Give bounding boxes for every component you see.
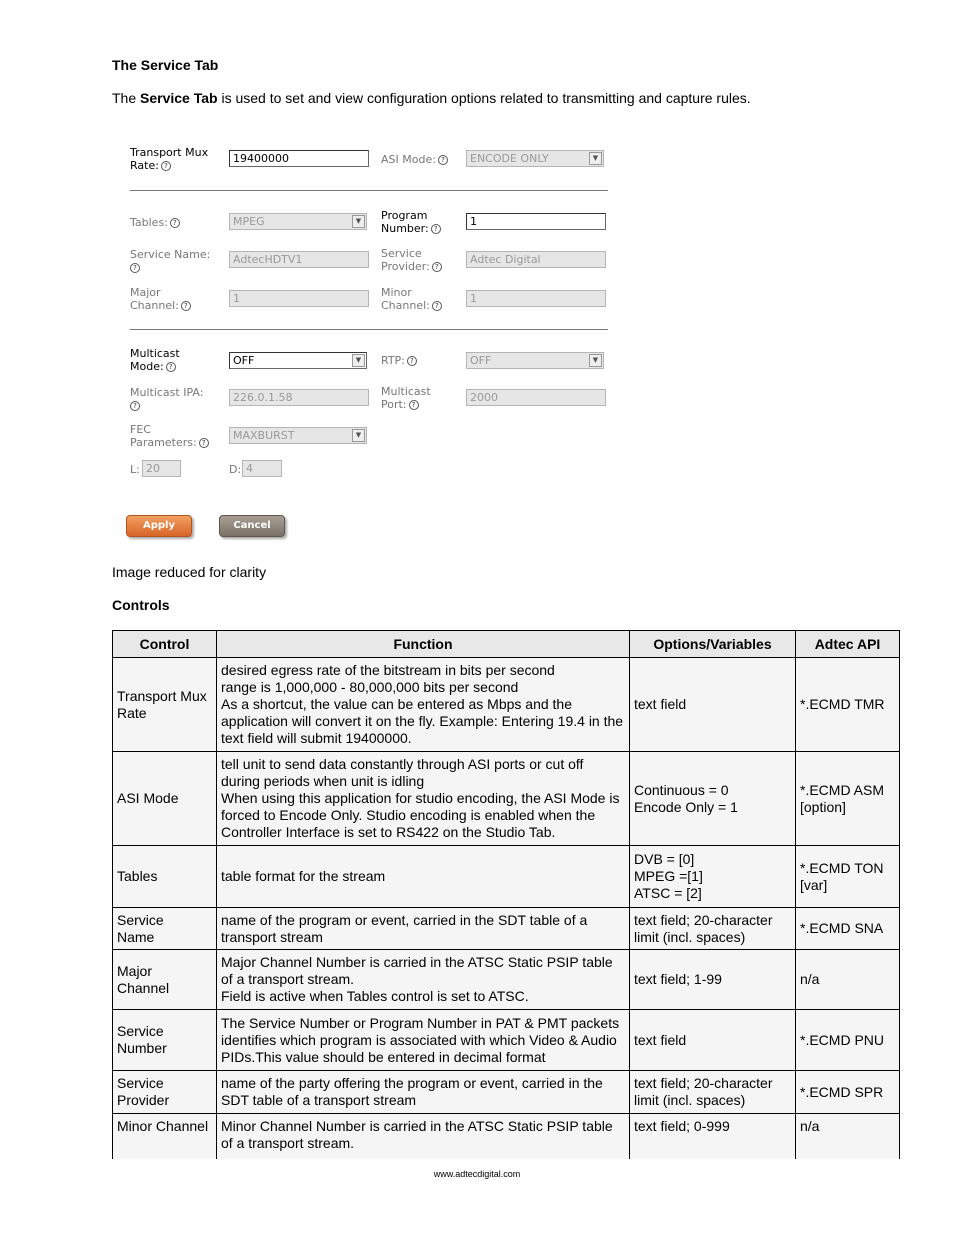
chevron-down-icon: ▼ bbox=[352, 429, 365, 442]
service-tab-form bbox=[128, 140, 608, 545]
column-header: Options/Variables bbox=[630, 631, 796, 658]
table-cell-function: name of the program or event, carried in the SDT table of a transport stream bbox=[217, 908, 630, 950]
d-label: D: bbox=[229, 463, 242, 476]
table-cell-options: text field bbox=[630, 1010, 796, 1071]
help-icon[interactable]: ? bbox=[130, 263, 140, 273]
help-icon[interactable]: ? bbox=[431, 224, 441, 234]
table-cell-control: Major Channel bbox=[113, 950, 217, 1010]
table-row bbox=[113, 1114, 900, 1162]
table-cell-api: *.ECMD SNA bbox=[796, 908, 900, 950]
table-cell-options: text field bbox=[630, 658, 796, 752]
table-cell-control: Transport Mux Rate bbox=[113, 658, 217, 752]
table-header-row bbox=[113, 631, 900, 658]
table-cell-control: Service Number bbox=[113, 1010, 217, 1071]
table-cell-api: *.ECMD TMR bbox=[796, 658, 900, 752]
service-name-label: Service Name: ? bbox=[130, 248, 211, 272]
table-cell-api: n/a bbox=[796, 950, 900, 1010]
chevron-down-icon: ▼ bbox=[589, 354, 602, 367]
rtp-label: RTP: ? bbox=[381, 354, 417, 367]
table-cell-options: text field; 20-character limit (incl. spaces) bbox=[630, 908, 796, 950]
footer-url: www.adtecdigital.com bbox=[433, 1169, 521, 1179]
help-icon[interactable]: ? bbox=[409, 400, 419, 410]
help-icon[interactable]: ? bbox=[432, 262, 442, 272]
table-row bbox=[113, 846, 900, 908]
table-cell-control: ASI Mode bbox=[113, 752, 217, 846]
apply-button[interactable]: Apply bbox=[126, 515, 192, 537]
help-icon[interactable]: ? bbox=[432, 301, 442, 311]
table-row bbox=[113, 752, 900, 846]
table-cell-control: Service Provider bbox=[113, 1071, 217, 1114]
multicast-ipa-label: Multicast IPA: ? bbox=[130, 386, 204, 410]
divider bbox=[130, 190, 608, 191]
table-cell-function: desired egress rate of the bitstream in bits per second range is 1,000,000 - 80,000,000 bits per second As a shortcut, the value can be entered as Mbps and the application will convert it on the fly. Example: Entering 19.4 in the text field will submit 19400000. bbox=[217, 658, 630, 752]
chevron-down-icon: ▼ bbox=[589, 152, 602, 165]
help-icon[interactable]: ? bbox=[161, 161, 171, 171]
table-cell-api: *.ECMD PNU bbox=[796, 1010, 900, 1071]
controls-heading: Controls bbox=[112, 597, 170, 613]
intro-paragraph: The Service Tab is used to set and view configuration options related to transmitting and capture rules. bbox=[112, 90, 751, 106]
table-cell-api: n/a bbox=[796, 1114, 900, 1162]
table-cell-control: Tables bbox=[113, 846, 217, 908]
table-cell-api: *.ECMD TON [var] bbox=[796, 846, 900, 908]
chevron-down-icon: ▼ bbox=[352, 215, 365, 228]
controls-table bbox=[112, 630, 900, 1162]
table-cell-options: Continuous = 0 Encode Only = 1 bbox=[630, 752, 796, 846]
multicast-ipa-input[interactable]: 226.0.1.58 bbox=[229, 389, 369, 406]
service-name-input[interactable]: AdtecHDTV1 bbox=[229, 251, 369, 268]
transport-mux-rate-input[interactable]: 19400000 bbox=[229, 150, 369, 167]
table-cell-api: *.ECMD ASM [option] bbox=[796, 752, 900, 846]
major-channel-input[interactable]: 1 bbox=[229, 290, 369, 307]
table-cell-control: Service Name bbox=[113, 908, 217, 950]
multicast-port-label: Multicast Port: ? bbox=[381, 385, 431, 411]
table-cell-options: DVB = [0] MPEG =[1] ATSC = [2] bbox=[630, 846, 796, 908]
divider bbox=[130, 329, 608, 330]
tables-select[interactable]: MPEG ▼ bbox=[229, 213, 367, 230]
help-icon[interactable]: ? bbox=[199, 438, 209, 448]
help-icon[interactable]: ? bbox=[170, 218, 180, 228]
program-number-label: Program Number: ? bbox=[381, 209, 441, 235]
column-header: Adtec API bbox=[796, 631, 900, 658]
program-number-input[interactable]: 1 bbox=[466, 213, 606, 230]
service-provider-input[interactable]: Adtec Digital bbox=[466, 251, 606, 268]
transport-mux-rate-label: Transport Mux Rate: ? bbox=[130, 146, 209, 172]
multicast-mode-select[interactable]: OFF ▼ bbox=[229, 352, 367, 369]
table-cell-options: text field; 1-99 bbox=[630, 950, 796, 1010]
multicast-mode-label: Multicast Mode: ? bbox=[130, 347, 180, 373]
l-input[interactable]: 20 bbox=[142, 460, 181, 477]
table-cell-api: *.ECMD SPR bbox=[796, 1071, 900, 1114]
table-cell-function: table format for the stream bbox=[217, 846, 630, 908]
table-cell-options: text field; 20-character limit (incl. spaces) bbox=[630, 1071, 796, 1114]
table-row bbox=[113, 1071, 900, 1114]
table-row bbox=[113, 1010, 900, 1071]
tables-label: Tables: ? bbox=[130, 216, 180, 229]
help-icon[interactable]: ? bbox=[407, 356, 417, 366]
l-label: L: bbox=[130, 463, 140, 476]
help-icon[interactable]: ? bbox=[438, 155, 448, 165]
chevron-down-icon: ▼ bbox=[352, 354, 365, 367]
help-icon[interactable]: ? bbox=[166, 362, 176, 372]
table-cell-function: Minor Channel Number is carried in the ATSC Static PSIP table of a transport stream. bbox=[217, 1114, 630, 1162]
table-cell-function: The Service Number or Program Number in PAT & PMT packets identifies which program is associated with which Video & Audio PIDs.This value should be entered in decimal format bbox=[217, 1010, 630, 1071]
cancel-button[interactable]: Cancel bbox=[219, 515, 285, 537]
d-input[interactable]: 4 bbox=[242, 460, 282, 477]
minor-channel-input[interactable]: 1 bbox=[466, 290, 606, 307]
multicast-port-input[interactable]: 2000 bbox=[466, 389, 606, 406]
fec-parameters-select[interactable]: MAXBURST ▼ bbox=[229, 427, 367, 444]
table-row bbox=[113, 658, 900, 752]
rtp-select[interactable]: OFF ▼ bbox=[466, 352, 604, 369]
table-cell-function: Major Channel Number is carried in the ATSC Static PSIP table of a transport stream. Field is active when Tables control is set to ATSC. bbox=[217, 950, 630, 1010]
column-header: Control bbox=[113, 631, 217, 658]
table-cell-control: Minor Channel bbox=[113, 1114, 217, 1162]
table-row bbox=[113, 908, 900, 950]
column-header: Function bbox=[217, 631, 630, 658]
table-cell-options: text field; 0-999 bbox=[630, 1114, 796, 1162]
table-cell-function: name of the party offering the program or event, carried in the SDT table of a transport stream bbox=[217, 1071, 630, 1114]
major-channel-label: Major Channel: ? bbox=[130, 286, 191, 312]
help-icon[interactable]: ? bbox=[130, 401, 140, 411]
help-icon[interactable]: ? bbox=[181, 301, 191, 311]
image-caption: Image reduced for clarity bbox=[112, 564, 267, 580]
asi-mode-label: ASI Mode: ? bbox=[381, 153, 448, 166]
table-cell-function: tell unit to send data constantly through ASI ports or cut off during periods when unit is idling When using this application for studio encoding, the ASI Mode is forced to Encode Only. Studio encoding is enabled when the Controller Interface is set to RS422 on the Studio Tab. bbox=[217, 752, 630, 846]
minor-channel-label: Minor Channel: ? bbox=[381, 286, 442, 312]
section-heading: The Service Tab bbox=[112, 57, 219, 73]
service-provider-label: Service Provider: ? bbox=[381, 247, 442, 273]
asi-mode-select[interactable]: ENCODE ONLY ▼ bbox=[466, 150, 604, 167]
fec-parameters-label: FEC Parameters: ? bbox=[130, 423, 209, 449]
table-row bbox=[113, 950, 900, 1010]
